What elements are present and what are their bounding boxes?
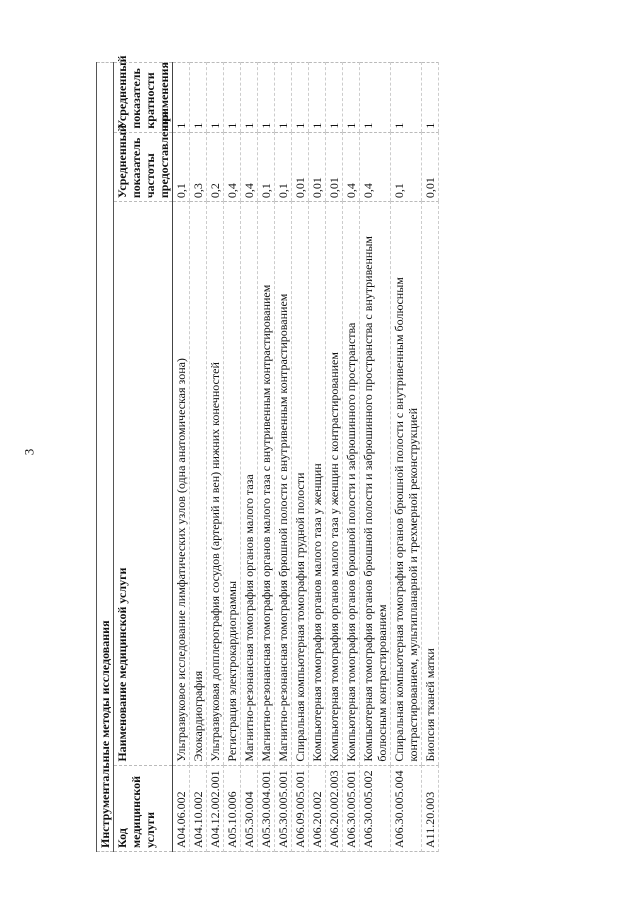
cell-frequency: 0,4 [241,132,258,202]
cell-multiplicity: 1 [173,63,190,133]
header-row [114,63,173,852]
table-row [258,63,275,852]
table-row [360,63,391,852]
table-row [207,63,224,852]
cell-name: Компьютерная томография органов брюшной полости и забрюшинного пространства [343,202,360,766]
cell-code: A04.10.002 [190,765,207,851]
cell-code: A05.30.005.001 [275,765,292,851]
cell-multiplicity: 1 [224,63,241,133]
services-table [96,55,439,852]
cell-multiplicity: 1 [343,63,360,133]
cell-multiplicity: 1 [422,63,439,133]
cell-name: Магнитно-резонансная томография органов малого таза [241,202,258,766]
cell-code: A06.09.005.001 [292,765,309,851]
table-row [422,63,439,852]
cell-name: Спиральная компьютерная томография органов брюшной полости с внутривенным болюсным контрастированием, мультипланарной и трехмерной реконструкцией [391,202,422,766]
header-code: Код медицинской услуги [114,765,173,851]
cell-code: A06.30.005.001 [343,765,360,851]
cell-frequency: 0,01 [422,132,439,202]
cell-name: Эхокардиография [190,202,207,766]
cell-name: Компьютерная томография органов малого таза у женщин с контрастированием [326,202,343,766]
table-row [275,63,292,852]
cell-multiplicity: 1 [241,63,258,133]
cell-name: Ультразвуковое исследование лимфатических узлов (одна анатомическая зона) [173,202,190,766]
cell-multiplicity: 1 [258,63,275,133]
cell-frequency: 0,3 [190,132,207,202]
table-row [173,63,190,852]
table-row [190,63,207,852]
cell-frequency: 0,1 [173,132,190,202]
cell-code: A06.20.002 [309,765,326,851]
cell-name: Биопсия тканей матки [422,202,439,766]
cell-code: A05.30.004 [241,765,258,851]
cell-frequency: 0,1 [275,132,292,202]
cell-frequency: 0,4 [360,132,391,202]
cell-frequency: 0,1 [391,132,422,202]
table-row [224,63,241,852]
cell-code: A06.30.005.002 [360,765,391,851]
cell-frequency: 0,01 [309,132,326,202]
cell-name: Ультразвуковая допплерография сосудов (артерий и вен) нижних конечностей [207,202,224,766]
header-name: Наименование медицинской услуги [114,202,173,766]
cell-multiplicity: 1 [190,63,207,133]
cell-name: Компьютерная томография органов брюшной полости и забрюшинного пространства с внутривенным болюсным контрастированием [360,202,391,766]
table-row [391,63,422,852]
table-row [292,63,309,852]
cell-multiplicity: 1 [292,63,309,133]
table-row [241,63,258,852]
cell-name: Магнитно-резонансная томография органов малого таза с внутривенным контрастированием [258,202,275,766]
cell-frequency: 0,01 [326,132,343,202]
header-frequency: Усредненный показатель частоты предоставления [114,132,173,202]
rotated-page-content [96,55,580,852]
section-title-row [97,63,114,852]
table-row [343,63,360,852]
cell-multiplicity: 1 [360,63,391,133]
cell-code: A06.20.002.003 [326,765,343,851]
cell-code: A11.20.003 [422,765,439,851]
cell-name: Компьютерная томография органов малого таза у женщин [309,202,326,766]
cell-code: A05.30.004.001 [258,765,275,851]
cell-code: A05.10.006 [224,765,241,851]
page-number: 3 [21,448,37,456]
cell-code: A04.12.002.001 [207,765,224,851]
cell-name: Регистрация электрокардиограммы [224,202,241,766]
cell-frequency: 0,2 [207,132,224,202]
cell-multiplicity: 1 [275,63,292,133]
cell-frequency: 0,1 [258,132,275,202]
cell-multiplicity: 1 [309,63,326,133]
cell-frequency: 0,01 [292,132,309,202]
cell-frequency: 0,4 [224,132,241,202]
cell-multiplicity: 1 [391,63,422,133]
cell-name: Спиральная компьютерная томография грудной полости [292,202,309,766]
cell-name: Магнитно-резонансная томография брюшной полости с внутривенным контрастированием [275,202,292,766]
table-row [309,63,326,852]
section-title: Инструментальные методы исследования [97,63,114,852]
cell-multiplicity: 1 [207,63,224,133]
cell-multiplicity: 1 [326,63,343,133]
cell-code: A06.30.005.004 [391,765,422,851]
table-row [326,63,343,852]
cell-code: A04.06.002 [173,765,190,851]
header-multiplicity: Усредненный показатель кратности применения [114,63,173,133]
cell-frequency: 0,4 [343,132,360,202]
